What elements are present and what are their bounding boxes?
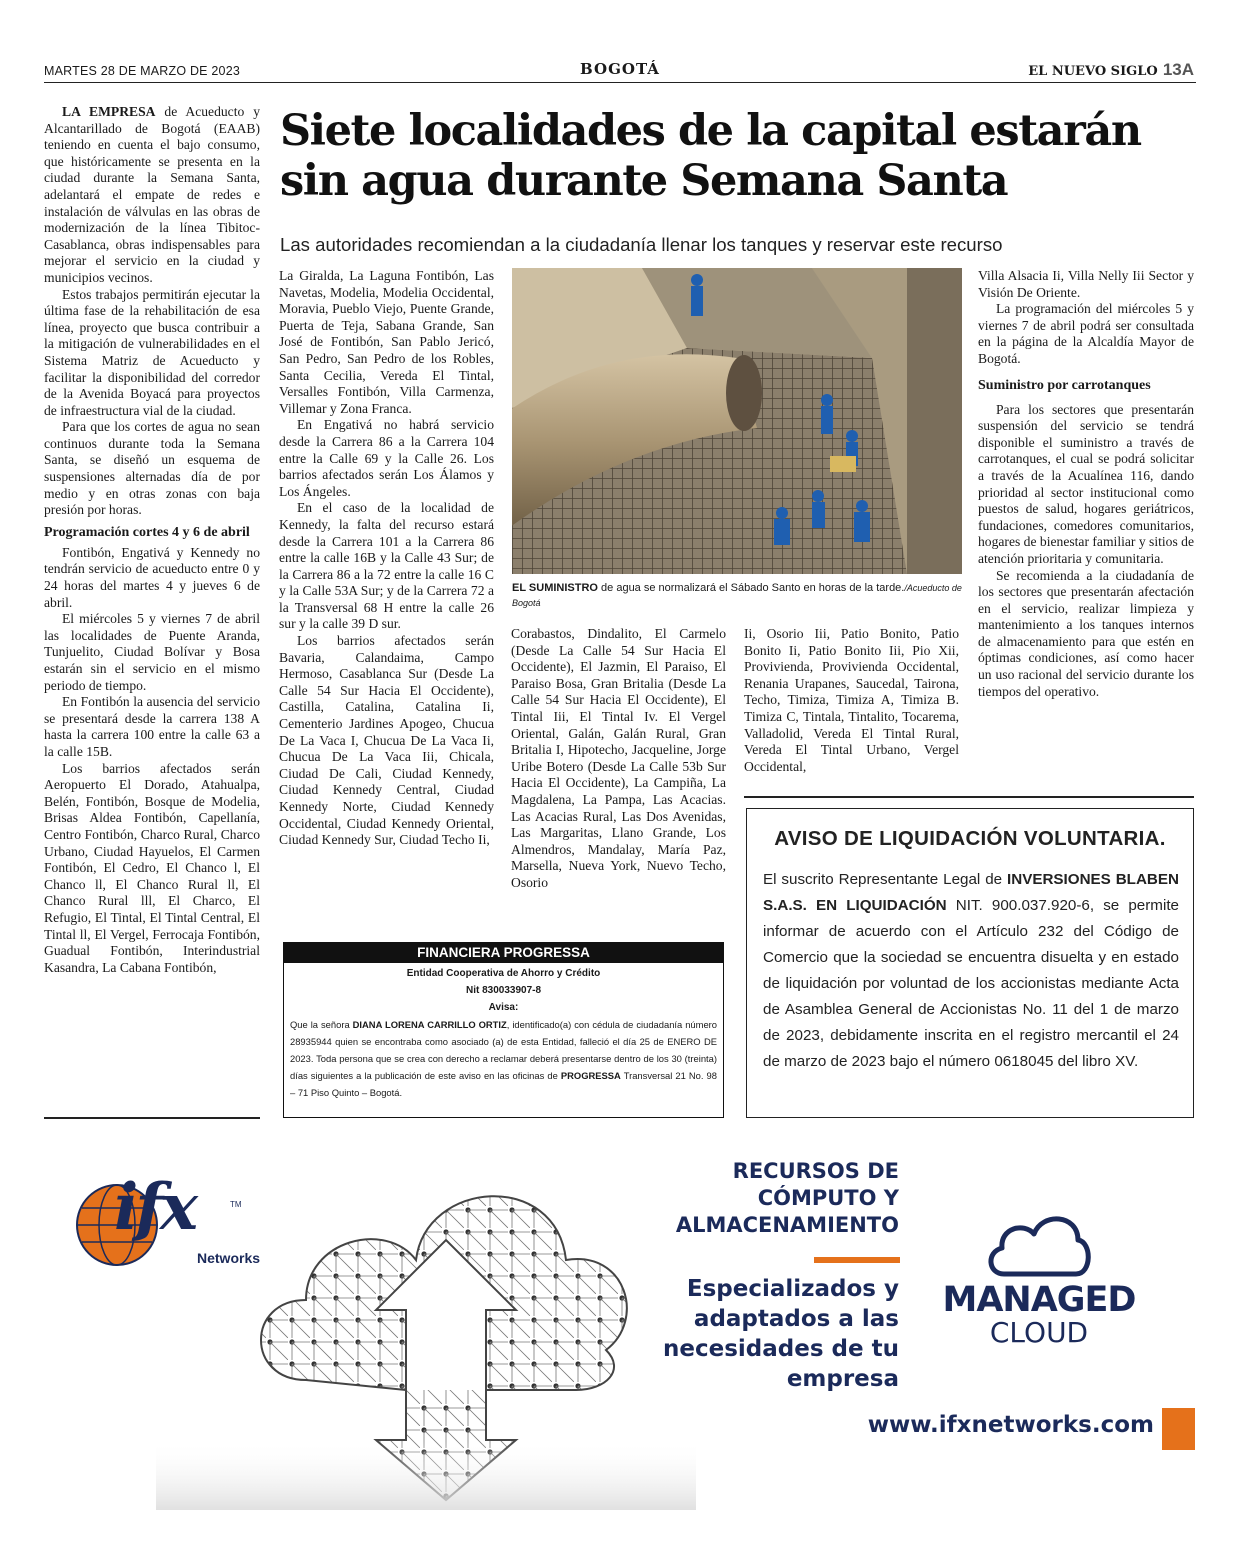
lead-in: LA EMPRESA xyxy=(62,104,156,119)
liquidacion-body: El suscrito Representante Legal de INVERSIONES BLABEN S.A.S. EN LIQUIDACIÓN NIT. 900.037.920-6, se permite informar de acuerdo con el Artículo 232 del Código de Comercio que la sociedad se encuentra disuelta y en estado de liquidación por voluntad de los accionistas mediante Acta de Asamblea General de Accionistas No. 11 del 1 de marzo de 2023, debidamente inscrita en el registro mercantil el 24 de marzo de 2023 bajo el número 0618045 del libro XV. xyxy=(763,871,1179,1070)
column-end-rule xyxy=(44,1117,260,1119)
subheading: Programación cortes 4 y 6 de abril xyxy=(44,524,250,540)
cloud-icon xyxy=(984,1208,1094,1280)
ifx-logo: ifx TM Networks xyxy=(72,1170,292,1280)
page-number: 13A xyxy=(1162,60,1194,79)
headline xyxy=(280,106,1200,206)
deceased-name: DIANA LORENA CARRILLO ORTIZ xyxy=(352,1019,507,1030)
paragraph: En Fontibón la ausencia del servicio se presentará desde la carrera 138 A hasta la carrera 100 entre la calle 63 a la calle 15B. xyxy=(44,694,260,759)
subheading: Suministro por carrotanques xyxy=(978,377,1151,393)
paragraph: Los barrios afectados serán Bavaria, Calandaima, Campo Hermoso, Casablanca Sur (Desde La Calle 54 Sur Hacia El Occidente), Castilla, Catalina, Catalina Ii, Cementerio Jardines Apogeo, Chucua De La Vaca I, Chucua De La Vaca Ii, Chucua De La Vaca Iii, Chicala, Ciudad De Cali, Ciudad Kennedy, Ciudad Kennedy Central, Ciudad Kennedy Norte, Ciudad Kennedy Occidental, Ciudad Kennedy Oriental, Ciudad Kennedy Sur, Ciudad Techo Ii, xyxy=(279,633,494,848)
caption-lead: EL SUMINISTRO xyxy=(512,582,598,594)
section-name: BOGOTÁ xyxy=(580,60,660,78)
ifx-networks-label: Networks xyxy=(197,1250,261,1266)
article-photo xyxy=(512,268,962,574)
ad-headline: RECURSOS DE CÓMPUTO Y ALMACENAMIENTO xyxy=(675,1159,899,1237)
paragraph: Villa Alsacia Ii, Villa Nelly Iii Sector y Visión De Oriente. xyxy=(978,268,1194,300)
liquidacion-notice xyxy=(746,808,1194,1118)
financiera-subtitle: Entidad Cooperativa de Ahorro y Crédito xyxy=(406,968,601,979)
article-column-3 xyxy=(511,626,726,892)
headline-line-1: Siete localidades de la capital estarán xyxy=(280,106,1141,156)
ad-accent-bar xyxy=(814,1257,900,1263)
column-end-rule xyxy=(744,796,1194,798)
paragraph: Corabastos, Dindalito, El Carmelo (Desde La Calle 54 Sur Hacia El Occidente), El Jazmin, El Paraiso, El Paraiso Bosa, Gran Britalia (Desde La Calle 54 Sur Hacia El Occidente), El Tintal Iii, El Tintal Iv. El Vergel Oriental, Galán, Galán Rural, Gran Britalia I, Hipotecho, Jacqueline, Jorge Uribe Botero (Desde La Calle 53b Sur Hacia El Occidente), La Campiña, La Magdalena, La Pampa, Las Acacias. Las Acacias Rural, Las Dos Avenidas, Las Margaritas, Llano Grande, Los Almendros, Mandalay, María Paz, Marsella, Nueva York, Nuevo Techo, Osorio xyxy=(511,626,726,890)
ad-tagline: Especializados y adaptados a las necesidades de tu empresa xyxy=(663,1276,899,1392)
paragraph: En Engativá no habrá servicio desde la Carrera 86 a la Carrera 104 entre la Calle 69 y la Calle 26. Los barrios afectados serán Los Álamos y Los Ángeles. xyxy=(279,417,494,499)
paper-name: EL NUEVO SIGLO xyxy=(1028,64,1158,79)
article-column-5 xyxy=(978,268,1194,700)
excavation-photo-illustration xyxy=(512,268,962,574)
paragraph: Estos trabajos permitirán ejecutar la última fase de la rehabilitación de esa línea, proyecto que busca contribuir a la mitigación de vulnerabilidades en el Sistema Matriz de Acueducto y facilitar la disponibilidad del corredor de la Avenida Boyacá para proyectos de infraestructura vial de la ciudad. xyxy=(44,286,260,418)
cloud-label: CLOUD xyxy=(989,1316,1089,1349)
paragraph: La programación del miércoles 5 y viernes 7 de abril podrá ser consultada en la página de la Alcaldía Mayor de Bogotá. xyxy=(978,301,1194,366)
paragraph: Para que los cortes de agua no sean continuos durante toda la Semana Santa, se diseñó un esquema de suspensiones alternadas día de por medio y en otras zonas con baja presión por horas. xyxy=(44,419,260,518)
subtitle: Las autoridades recomiendan a la ciudadanía llenar los tanques y reservar este recurso xyxy=(280,234,1003,255)
ad-accent-square xyxy=(1162,1408,1195,1450)
article-column-1: LA EMPRESA de Acueducto y Alcantarillado de Bogotá (EAAB) teniendo en cuenta el bajo consumo, que históricamente se presenta en la ciudad durante la Semana Santa, adelantará el empate de redes e instalación de válvulas en las obras de modernización de la línea Tibitoc-Casablanca, obras indispensables para mejorar el servicio en la ciudad y municipios vecinos. Estos trabajos permitirán ejecutar la última fase de la rehabilitación de esa línea, proyecto que busca contribuir a la mitigación de vulnerabilidades en el Sistema Matriz de Acueducto y facilitar la disponibilidad del corredor de la Avenida Boyacá para proyectos de infraestructura vial de la ciudad. Para que los cortes de agua no sean continuos durante toda la Semana Santa, se diseñó un esquema de suspensiones alternadas día de por medio y en otras zonas con baja presión por horas. Programación cortes 4 y 6 de abril Fontibón, Engativá y Kennedy no tendrán servicio de acueducto entre 0 y 24 horas del martes 4 y jueves 6 de abril. El miércoles 5 y viernes 7 de abril las localidades de Puente Aranda, Tunjuelito, Ciudad Bolívar y Bosa estarán sin el servicio en el mismo periodo de tiempo. En Fontibón la ausencia del servicio se presentará desde la carrera 138 A hasta la carrera 100 entre la calle 63 a la calle 15B. Los barrios afectados serán Aeropuerto El Dorado, Atahualpa, Belén, Fontibón, Bosque de Modelia, Brisas Aldea Fontibón, Capellanía, Centro Fontibón, Charco Rural, Charco Urbano, Ciudad Hayuelos, El Carmen Fontibón, El Cedro, El Chanco l, El Chanco ll, El Chanco Rural ll, El Chanco Rural lll, El Charco, El Refugio, El Tintal, El Tintal Central, El Tintal ll, El Vergel, Ferrocaja Fontibón, Guadual Fontibón, Interindustrial Kasandra, La Cabana Fontibón, xyxy=(44,104,260,975)
paragraph: Para los sectores que presentarán suspensión del servicio se tendrá disponible el suministro a través de carrotanques, el cual se podrá solicitar a través de la Acualínea 116, dando prioridad al sector institucional como puestos de salud, hogares geriátricos, fundaciones, comedores comunitarios, hogares de bienestar familiar y sitios de atención prioritaria y comunitaria. xyxy=(978,401,1194,566)
article-column-4 xyxy=(744,626,959,775)
paragraph: Se recomienda a la ciudadanía de los sectores que presentarán afectación en el servicio, realizar limpieza y mantenimiento a los tanques internos de almacenamiento para que estén en óptimas condiciones, así como hacer un uso racional del servicio durante los tiempos del operativo. xyxy=(978,567,1194,699)
financiera-title: FINANCIERA PROGRESSA xyxy=(284,943,723,963)
ifx-letters: ifx xyxy=(114,1170,195,1245)
paragraph: En el caso de la localidad de Kennedy, la falta del recurso estará desde la Carrera 101 a la Carrera 86 entre la calle 16B y la Calle 43 Sur; de la Carrera 86 a la 72 entre la calle 16 C y la Calle 53A Sur; y de la Carrera 72 a la Transversal 68 H entre la calle 26 sur y la calle 39 D sur. xyxy=(279,500,494,632)
financiera-avisa: Avisa: xyxy=(488,1002,519,1013)
paragraph: Los barrios afectados serán Aeropuerto El Dorado, Atahualpa, Belén, Fontibón, Bosque de Modelia, Brisas Aldea Fontibón, Capellanía, Centro Fontibón, Charco Rural, Charco Urbano, Ciudad Hayuelos, El Carmen Fontibón, El Cedro, El Chanco l, El Chanco ll, El Chanco Rural ll, El Chanco Rural lll, El Charco, El Refugio, El Tintal, El Tintal Central, El Tintal ll, El Vergel, Ferrocaja Fontibón, Guadual Fontibón, Interindustrial Kasandra, La Cabana Fontibón, xyxy=(44,760,260,975)
photo-credit: /Acueducto de Bogotá xyxy=(512,583,962,608)
financiera-notice xyxy=(283,942,724,1118)
financiera-nit: Nit 830033907-8 xyxy=(465,985,542,996)
paragraph: Fontibón, Engativá y Kennedy no tendrán servicio de acueducto entre 0 y 24 horas del martes 4 y jueves 6 de abril. xyxy=(44,544,260,610)
ifx-advertisement xyxy=(44,1140,1196,1510)
header-rule xyxy=(44,82,1196,83)
company-name: INVERSIONES BLABEN S.A.S. EN LIQUIDACIÓN xyxy=(763,871,1179,914)
issue-date: MARTES 28 DE MARZO DE 2023 xyxy=(44,64,241,78)
headline-line-2: sin agua durante Semana Santa xyxy=(280,156,1008,206)
financiera-body: Que la señora DIANA LORENA CARRILLO ORTIZ, identificado(a) con cédula de ciudadanía número 28935944 quien se encontraba como asociado (a) de esta Entidad, falleció el día 25 de ENERO DE 2023. Toda persona que se crea con derecho a reclamar deberá presentarse dentro de los 30 (treinta) días siguientes a la publicación de este aviso en las oficinas de PROGRESSA Transversal 21 No. 98 – 71 Piso Quinto – Bogotá. xyxy=(290,1019,717,1098)
article-column-2 xyxy=(279,268,494,849)
masthead xyxy=(1028,60,1194,80)
paragraph: El miércoles 5 y viernes 7 de abril las localidades de Puente Aranda, Tunjuelito, Ciudad Bolívar y Bosa estarán sin el servicio en el mismo periodo de tiempo. xyxy=(44,611,260,693)
paragraph: Ii, Osorio Iii, Patio Bonito, Patio Bonito Ii, Patio Bonito Iii, Pio Xii, Provivienda, Provivienda Occidental, Renania Urapanes, Saucedal, Tairona, Techo, Timiza, Timiza A, Timiza B. Timiza C, Tintala, Tintalito, Tocarema, Valladolid, Vereda El Tintal Rural, Vereda El Tintal Urbano, Vergel Occidental, xyxy=(744,626,959,774)
photo-caption: EL SUMINISTRO de agua se normalizará el Sábado Santo en horas de la tarde./Acueducto de Bogotá xyxy=(512,582,962,608)
ad-website[interactable]: www.ifxnetworks.com xyxy=(867,1412,1154,1438)
paragraph: La Giralda, La Laguna Fontibón, Las Navetas, Modelia, Modelia Occidental, Moravia, Pueblo Viejo, Puente Grande, Puerta de Teja, Sabana Grande, San José de Fontibón, San Pablo Jericó, San Pedro, San Pedro de los Robles, Santa Cecilia, Vereda El Tintal, Versalles Fontibón, Villa Carmenza, Villemar y Zona Franca. xyxy=(279,268,494,416)
liquidacion-title: AVISO DE LIQUIDACIÓN VOLUNTARIA. xyxy=(774,827,1166,850)
managed-label: MANAGED xyxy=(942,1280,1136,1320)
